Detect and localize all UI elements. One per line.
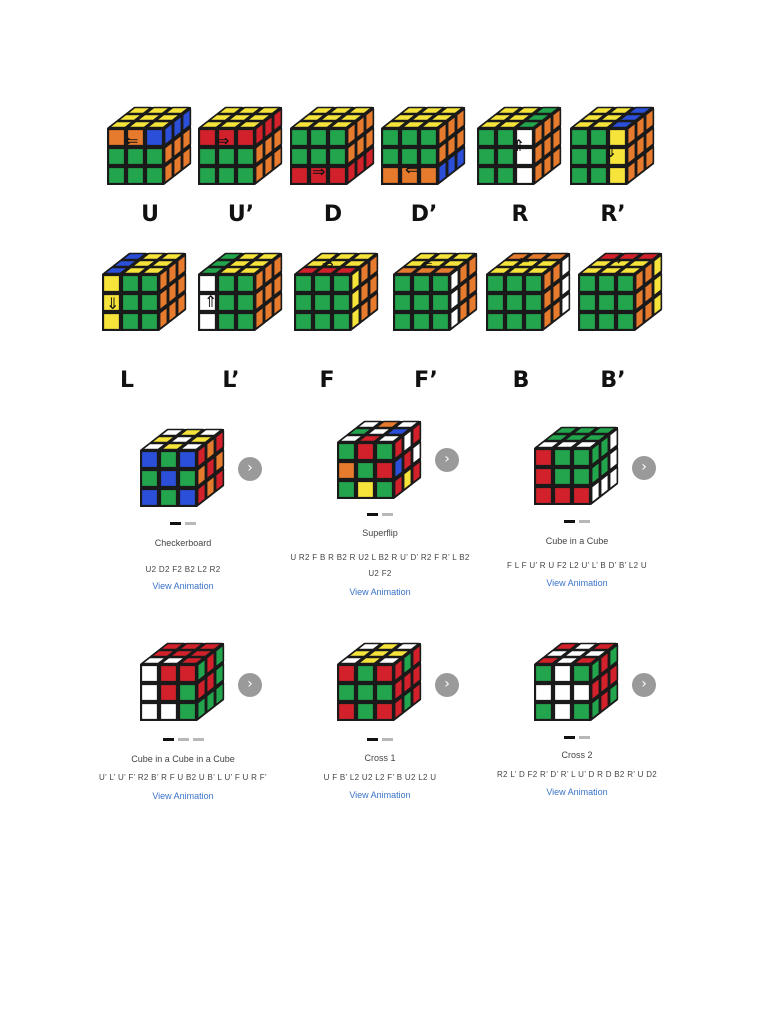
cube-sticker xyxy=(579,275,595,291)
cube-sticker xyxy=(160,665,176,681)
cube-sticker xyxy=(516,167,532,183)
carousel-dot[interactable] xyxy=(193,738,204,741)
cube-sticker xyxy=(376,703,392,719)
cube-sticker xyxy=(160,451,176,467)
cube-sticker xyxy=(338,665,354,681)
cube-sticker xyxy=(295,313,311,329)
right-arrow-icon: ⇒ xyxy=(322,256,334,272)
pattern-algorithm: F L F U’ R U F2 L2 U’ L’ B D’ B’ L2 U xyxy=(506,561,648,570)
cube-sticker xyxy=(141,703,157,719)
cube-sticker xyxy=(179,470,195,486)
cube-sticker xyxy=(376,481,392,497)
cube-sticker xyxy=(179,684,195,700)
pattern-name: Cross 2 xyxy=(561,750,593,760)
cube-sticker xyxy=(432,313,448,329)
cube-sticker xyxy=(179,451,195,467)
cube-sticker xyxy=(141,665,157,681)
pattern-name: Superflip xyxy=(362,528,398,538)
cube-sticker xyxy=(237,275,253,291)
pattern-algorithm: U R2 F B R B2 R U2 L B2 R U’ D’ R2 F R’ L B2 U2 F2 xyxy=(290,553,470,578)
cube-sticker xyxy=(573,703,589,719)
carousel-dots xyxy=(265,738,495,742)
cube-sticker xyxy=(598,313,614,329)
down-arrow-icon: ⇓ xyxy=(604,144,618,161)
cube-sticker xyxy=(376,665,392,681)
cube-sticker xyxy=(108,167,124,183)
cube-sticker xyxy=(579,313,595,329)
view-animation-link[interactable]: View Animation xyxy=(152,581,214,591)
cube-sticker xyxy=(376,443,392,459)
cube-sticker xyxy=(487,275,503,291)
cube-sticker xyxy=(179,703,195,719)
cube-sticker xyxy=(382,148,398,164)
cube-sticker xyxy=(413,294,429,310)
cube-sticker xyxy=(314,313,330,329)
cube-sticker xyxy=(237,313,253,329)
pattern-name: Cube in a Cube in a Cube xyxy=(131,754,235,764)
cube-sticker xyxy=(506,275,522,291)
cube-sticker xyxy=(218,275,234,291)
pattern-card xyxy=(265,634,495,814)
cube-sticker xyxy=(291,148,307,164)
cube-sticker xyxy=(329,129,345,145)
carousel-dots xyxy=(462,520,692,524)
cube-sticker xyxy=(199,313,215,329)
pattern-algorithm: R2 L’ D F2 R’ D’ R’ L U’ D R D B2 R’ U D2 xyxy=(496,770,658,779)
cube-sticker xyxy=(357,481,373,497)
cube-sticker xyxy=(218,167,234,183)
cube-sticker xyxy=(338,443,354,459)
cube-sticker xyxy=(295,294,311,310)
cube-sticker xyxy=(141,275,157,291)
cube-sticker xyxy=(146,148,162,164)
cube-sticker xyxy=(573,665,589,681)
cube-sticker xyxy=(571,167,587,183)
carousel-dot[interactable] xyxy=(579,736,590,739)
pattern-name: Cube in a Cube xyxy=(545,536,609,546)
cube-sticker xyxy=(535,684,551,700)
cube-icon xyxy=(128,420,238,520)
carousel-dot[interactable] xyxy=(367,513,378,516)
cube-sticker xyxy=(478,148,494,164)
cube-icon xyxy=(522,418,632,518)
left-arrow-icon: ⇐ xyxy=(125,133,139,150)
chevron-right-icon[interactable]: › xyxy=(435,448,459,472)
cube-sticker xyxy=(554,449,570,465)
cube-sticker xyxy=(535,665,551,681)
cube-sticker xyxy=(127,167,143,183)
pattern-algorithm: U F B’ L2 U2 L2 F’ B U2 L2 U xyxy=(323,773,437,782)
cube-sticker xyxy=(413,275,429,291)
cube-sticker xyxy=(291,167,307,183)
move-notation-grid xyxy=(0,0,768,410)
carousel-dots xyxy=(68,738,298,742)
cube-sticker xyxy=(487,294,503,310)
cube-icon xyxy=(186,244,296,344)
cube-sticker xyxy=(394,275,410,291)
cube-sticker xyxy=(394,313,410,329)
chevron-right-icon[interactable]: › xyxy=(632,456,656,480)
cube-sticker xyxy=(122,294,138,310)
cube-sticker xyxy=(497,167,513,183)
cube-sticker xyxy=(179,665,195,681)
cube-icon xyxy=(325,634,435,734)
down-arrow-icon: ⇓ xyxy=(106,296,120,313)
cube-sticker xyxy=(617,275,633,291)
carousel-dots xyxy=(462,736,692,740)
left-arrow-icon: ⇐ xyxy=(421,256,433,272)
move-label: L xyxy=(119,368,135,393)
cube-sticker xyxy=(590,167,606,183)
up-arrow-icon: ⇑ xyxy=(204,294,218,311)
cube-sticker xyxy=(432,294,448,310)
left-arrow-icon: ⇐ xyxy=(405,162,419,179)
cube-sticker xyxy=(525,294,541,310)
up-arrow-icon: ⇑ xyxy=(512,138,526,155)
cube-sticker xyxy=(573,487,589,503)
cube-sticker xyxy=(333,313,349,329)
cube-sticker xyxy=(573,684,589,700)
move-card xyxy=(369,98,479,238)
cube-sticker xyxy=(554,487,570,503)
move-label: U xyxy=(141,202,159,227)
cube-icon xyxy=(282,244,392,344)
cube-sticker xyxy=(535,703,551,719)
cube-sticker xyxy=(122,275,138,291)
cube-sticker xyxy=(357,665,373,681)
cube-sticker xyxy=(108,148,124,164)
cube-sticker xyxy=(146,129,162,145)
cube-sticker xyxy=(237,167,253,183)
cube-sticker xyxy=(478,129,494,145)
carousel-dot[interactable] xyxy=(382,738,393,741)
cube-sticker xyxy=(218,294,234,310)
move-label: B xyxy=(512,368,530,393)
cube-sticker xyxy=(382,167,398,183)
cube-sticker xyxy=(382,129,398,145)
cube-sticker xyxy=(333,294,349,310)
move-label: B’ xyxy=(600,368,626,393)
cube-sticker xyxy=(376,462,392,478)
cube-sticker xyxy=(571,148,587,164)
carousel-dot[interactable] xyxy=(185,522,196,525)
chevron-right-icon[interactable]: › xyxy=(238,457,262,481)
chevron-right-icon[interactable]: › xyxy=(632,673,656,697)
cube-sticker xyxy=(103,275,119,291)
cube-sticker xyxy=(598,294,614,310)
cube-sticker xyxy=(338,703,354,719)
cube-sticker xyxy=(338,684,354,700)
move-card xyxy=(558,98,668,238)
cube-sticker xyxy=(333,275,349,291)
cube-sticker xyxy=(338,481,354,497)
view-animation-link[interactable]: View Animation xyxy=(546,787,608,797)
cube-sticker xyxy=(357,443,373,459)
cube-sticker xyxy=(141,470,157,486)
move-label: R xyxy=(511,202,529,227)
pattern-algorithm: U2 D2 F2 B2 L2 R2 xyxy=(145,565,221,574)
cube-sticker xyxy=(478,167,494,183)
cube-sticker xyxy=(525,275,541,291)
cube-sticker xyxy=(199,167,215,183)
chevron-right-icon[interactable]: › xyxy=(238,673,262,697)
right-arrow-icon: ⇒ xyxy=(610,252,622,268)
cube-sticker xyxy=(103,313,119,329)
cube-sticker xyxy=(432,275,448,291)
cube-sticker xyxy=(413,313,429,329)
left-arrow-icon: ⇐ xyxy=(518,252,530,268)
cube-sticker xyxy=(314,275,330,291)
cube-sticker xyxy=(160,684,176,700)
view-animation-link[interactable]: View Animation xyxy=(349,587,411,597)
cube-sticker xyxy=(295,275,311,291)
cube-sticker xyxy=(535,487,551,503)
cube-sticker xyxy=(573,449,589,465)
cube-sticker xyxy=(487,313,503,329)
carousel-dot[interactable] xyxy=(564,520,575,523)
carousel-dots xyxy=(265,513,495,517)
cube-sticker xyxy=(237,148,253,164)
view-animation-link[interactable]: View Animation xyxy=(349,790,411,800)
cube-sticker xyxy=(146,167,162,183)
cube-sticker xyxy=(598,275,614,291)
cube-sticker xyxy=(394,294,410,310)
cube-sticker xyxy=(179,489,195,505)
view-animation-link[interactable]: View Animation xyxy=(546,578,608,588)
view-animation-link[interactable]: View Animation xyxy=(152,791,214,801)
carousel-dot[interactable] xyxy=(178,738,189,741)
cube-sticker xyxy=(609,167,625,183)
cube-sticker xyxy=(108,129,124,145)
cube-icon xyxy=(128,634,238,734)
cube-sticker xyxy=(338,462,354,478)
cube-sticker xyxy=(329,148,345,164)
cube-sticker xyxy=(420,148,436,164)
pattern-card xyxy=(68,634,298,814)
cube-sticker xyxy=(237,294,253,310)
carousel-dot[interactable] xyxy=(382,513,393,516)
pattern-name: Cross 1 xyxy=(364,753,396,763)
carousel-dots xyxy=(68,522,298,526)
pattern-card xyxy=(462,418,692,598)
move-label: D’ xyxy=(410,202,438,227)
cube-icon xyxy=(325,412,435,512)
move-label: R’ xyxy=(600,202,626,227)
cube-sticker xyxy=(237,129,253,145)
cube-sticker xyxy=(525,313,541,329)
cube-icon xyxy=(522,634,632,734)
cube-sticker xyxy=(420,129,436,145)
cube-sticker xyxy=(291,129,307,145)
carousel-dot[interactable] xyxy=(367,738,378,741)
pattern-algorithm: U’ L’ U’ F’ R2 B’ R F U B2 U B’ L U’ F U R F’ xyxy=(98,773,268,782)
cube-sticker xyxy=(310,129,326,145)
cube-sticker xyxy=(357,703,373,719)
cube-sticker xyxy=(579,294,595,310)
cube-sticker xyxy=(160,489,176,505)
move-card xyxy=(566,244,676,404)
cube-sticker xyxy=(141,294,157,310)
cube-sticker xyxy=(573,468,589,484)
move-label: F’ xyxy=(414,368,438,393)
cube-sticker xyxy=(571,129,587,145)
pattern-name: Checkerboard xyxy=(154,538,212,548)
cube-sticker xyxy=(141,451,157,467)
cube-sticker xyxy=(141,313,157,329)
cube-sticker xyxy=(535,468,551,484)
move-label: F xyxy=(319,368,335,393)
move-label: D xyxy=(323,202,343,227)
cube-sticker xyxy=(554,703,570,719)
pattern-card xyxy=(68,420,298,600)
cube-sticker xyxy=(199,129,215,145)
carousel-dot[interactable] xyxy=(579,520,590,523)
cube-sticker xyxy=(554,665,570,681)
cube-sticker xyxy=(401,129,417,145)
right-arrow-icon: ⇒ xyxy=(312,164,326,181)
cube-sticker xyxy=(535,449,551,465)
cube-sticker xyxy=(357,684,373,700)
cube-sticker xyxy=(506,294,522,310)
move-label: U’ xyxy=(227,202,255,227)
cube-icon xyxy=(369,98,479,198)
pattern-card xyxy=(462,634,692,814)
cube-sticker xyxy=(141,684,157,700)
move-label: L’ xyxy=(222,368,240,393)
cube-sticker xyxy=(160,470,176,486)
cube-sticker xyxy=(199,275,215,291)
cube-sticker xyxy=(506,313,522,329)
cube-sticker xyxy=(420,167,436,183)
cube-sticker xyxy=(376,684,392,700)
cube-sticker xyxy=(617,313,633,329)
cube-sticker xyxy=(357,462,373,478)
cube-sticker xyxy=(160,703,176,719)
cube-sticker xyxy=(329,167,345,183)
cube-sticker xyxy=(554,684,570,700)
cube-sticker xyxy=(314,294,330,310)
cube-sticker xyxy=(199,148,215,164)
cube-sticker xyxy=(218,313,234,329)
carousel-dot[interactable] xyxy=(170,522,181,525)
cube-sticker xyxy=(122,313,138,329)
chevron-right-icon[interactable]: › xyxy=(435,673,459,697)
right-arrow-icon: ⇒ xyxy=(216,133,230,150)
cube-sticker xyxy=(617,294,633,310)
cube-sticker xyxy=(554,468,570,484)
carousel-dot[interactable] xyxy=(564,736,575,739)
cube-sticker xyxy=(141,489,157,505)
carousel-dot[interactable] xyxy=(163,738,174,741)
